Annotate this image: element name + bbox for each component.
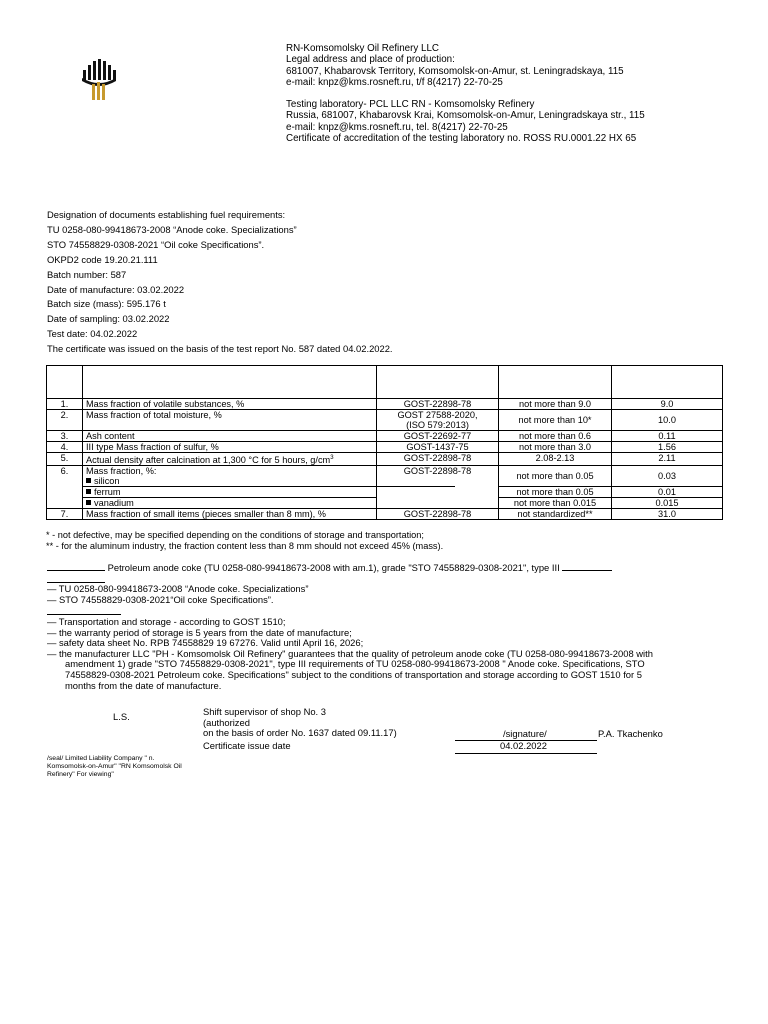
- table-row: [47, 431, 723, 442]
- lab-name: Testing laboratory- PCL LLC RN - Komsomolsky Refinery: [286, 99, 535, 110]
- supervisor-role: Shift supervisor of shop No. 3: [203, 706, 326, 717]
- compliance-sto: — STO 74558829-0308-2021“Oil coke Specifications”.: [47, 593, 274, 605]
- row-norm: not more than 9.0: [499, 399, 612, 410]
- row-norm: not standardized**: [499, 509, 612, 520]
- row-result: 1.56: [612, 442, 723, 453]
- storage-line: 74558829-0308-2021 Petroleum coke. Specifications" subject to the conditions of transportation and storage according to GOST 1510 for 5: [65, 668, 642, 680]
- test-date: Test date: 04.02.2022: [47, 328, 138, 340]
- lab-address: Russia, 681007, Khabarovsk Krai, Komsomolsk-on-Amur, Leningradskaya str., 115: [286, 110, 645, 122]
- row-num: 3.: [47, 431, 83, 442]
- company-email: e-mail: knpz@kms.rosneft.ru, t/f 8(4217) 22-70-25: [286, 76, 503, 88]
- row-result: 0.11: [612, 431, 723, 442]
- row6-norms: [499, 466, 612, 509]
- separator-line: [47, 614, 121, 615]
- row-norm: not more than 0.6: [499, 431, 612, 442]
- row-num: 5.: [47, 453, 83, 466]
- row-num: 1.: [47, 399, 83, 410]
- seal-line: Komsomolsk-on-Amur" "RN Komsomolsk Oil: [47, 763, 182, 771]
- company-address: 681007, Khabarovsk Territory, Komsomolsk-on-Amur, st. Leningradskaya, 115: [286, 65, 624, 77]
- designation-title: Designation of documents establishing fuel requirements:: [47, 209, 286, 220]
- table-row: [47, 509, 723, 520]
- row-name: Ash content: [83, 431, 377, 442]
- storage-line: amendment 1) grade "STO 74558829-0308-2021", type III requirements of TU 0258-080-99418673-2008 " Anode coke. Specifications, STO: [65, 658, 645, 670]
- row-method: GOST-22898-78: [377, 466, 499, 509]
- row-name: Mass fraction of volatile substances, %: [83, 399, 377, 410]
- row-norm: not more than 10*: [499, 410, 612, 431]
- batch-number: Batch number: 587: [47, 268, 127, 280]
- row-result: 10.0: [612, 410, 723, 431]
- table-row: [47, 442, 723, 453]
- sampling-date: Date of sampling: 03.02.2022: [47, 313, 170, 325]
- row-name: [83, 453, 377, 466]
- row-name: Mass fraction of small items (pieces smaller than 8 mm), %: [83, 509, 377, 520]
- silicon-result: 0.03: [612, 466, 722, 487]
- row6-results: [612, 466, 723, 509]
- row-name: III type Mass fraction of sulfur, %: [83, 442, 377, 453]
- row-result: 31.0: [612, 509, 723, 520]
- rosneft-logo: [80, 58, 118, 102]
- signature-placeholder: /signature/: [503, 728, 547, 739]
- ferrum-norm: not more than 0.05: [499, 487, 611, 498]
- row-name: Mass fraction of total moisture, %: [83, 410, 377, 431]
- storage-block: [47, 617, 653, 691]
- date-line: [455, 753, 597, 754]
- address-label: Legal address and place of production:: [286, 54, 455, 66]
- lab-cert: Certificate of accreditation of the testing laboratory no. ROSS RU.0001.22 HX 65: [286, 132, 637, 144]
- compliance-tu: — TU 0258-080-99418673-2008 “Anode coke. Specializations”: [47, 583, 309, 594]
- storage-line: months from the date of manufacture.: [65, 679, 222, 691]
- seal-note: [47, 755, 182, 780]
- lab-header: [286, 99, 645, 144]
- row-method-line1: GOST 27588-2020,: [397, 410, 478, 420]
- supervisor-authorized: (authorized: [203, 716, 250, 728]
- footnotes: [46, 530, 443, 551]
- storage-line: — Transportation and storage - according to GOST 1510;: [47, 616, 286, 627]
- row6-ferrum: ferrum: [83, 487, 376, 498]
- okpd-code: OKPD2 code 19.20.21.111: [47, 253, 158, 265]
- row-method: GOST-1437-75: [377, 442, 499, 453]
- row-num: 2.: [47, 410, 83, 431]
- row-num: 4.: [47, 442, 83, 453]
- vanadium-norm: not more than 0.015: [513, 498, 597, 509]
- row-name: [83, 466, 377, 509]
- batch-size: Batch size (mass): 595.176 t: [47, 298, 166, 310]
- row-norm: not more than 3.0: [499, 442, 612, 453]
- blank-line: [562, 562, 612, 571]
- row-method: GOST-22898-78: [377, 453, 499, 466]
- issue-date-label: Certificate issue date: [203, 740, 291, 751]
- row-num: 6.: [47, 466, 83, 509]
- supervisor-block: [203, 707, 397, 739]
- issue-date: 04.02.2022: [500, 740, 547, 751]
- manufacture-date: Date of manufacture: 03.02.2022: [47, 283, 185, 295]
- compliance-block: [47, 584, 308, 605]
- bullet-square-icon: [86, 478, 91, 483]
- row6-silicon: silicon: [83, 476, 455, 487]
- vanadium-result: 0.015: [655, 498, 679, 509]
- row-num: 7.: [47, 509, 83, 520]
- row-result: 2.11: [612, 453, 723, 466]
- product-line: [47, 562, 612, 574]
- table-row: [47, 410, 723, 431]
- table-header-row: [47, 366, 723, 399]
- row-method-line2: (ISO 579:2013): [406, 420, 469, 430]
- bullet-square-icon: [86, 500, 91, 505]
- row-method: GOST-22898-78: [377, 399, 499, 410]
- silicon-norm: not more than 0.05: [499, 466, 611, 487]
- table-row: [47, 453, 723, 466]
- ls-mark: L.S.: [113, 711, 130, 722]
- lab-email: e-mail: knpz@kms.rosneft.ru, tel. 8(4217) 22-70-25: [286, 121, 508, 133]
- footnote-1: * - not defective, may be specified depending on the conditions of storage and transportation;: [46, 530, 424, 540]
- row-name-sup: 3: [330, 455, 334, 461]
- bullet-square-icon: [86, 489, 91, 494]
- footnote-2: ** - for the aluminum industry, the fraction content less than 8 mm should not exceed 45% (mass).: [46, 540, 444, 551]
- row-method: GOST-22898-78: [377, 509, 499, 520]
- ferrum-result: 0.01: [612, 487, 722, 498]
- row6-vanadium: vanadium: [83, 498, 376, 508]
- seal-line: /seal/ Limited Liability Company " n.: [47, 755, 155, 762]
- company-name: RN-Komsomolsky Oil Refinery LLC: [286, 43, 439, 54]
- storage-line: — the warranty period of storage is 5 years from the date of manufacture;: [47, 626, 352, 638]
- row-method: GOST-22692-77: [377, 431, 499, 442]
- supervisor-order: on the basis of order No. 1637 dated 09.11.17): [203, 727, 397, 739]
- designation-block: [47, 208, 393, 357]
- designation-sto: STO 74558829-0308-2021 “Oil coke Specifications”.: [47, 238, 265, 250]
- table-row: [47, 399, 723, 410]
- table-row-mass-fraction: [47, 466, 723, 509]
- seal-line: Refinery" For viewing": [47, 771, 114, 779]
- signatory-name: P.A. Tkachenko: [598, 728, 663, 739]
- row-norm: 2.08-2.13: [499, 453, 612, 466]
- results-table: [46, 365, 723, 520]
- row-method: [377, 410, 499, 431]
- product-text: Petroleum anode coke (TU 0258-080-99418673-2008 with am.1), grade "STO 74558829-0308-2021", type III: [107, 562, 560, 573]
- row-name-text: Actual density after calcination at 1,300 °C for 5 hours, g/cm: [86, 455, 331, 466]
- storage-line: — the manufacturer LLC "PH - Komsomolsk Oil Refinery" guarantees that the quality of petroleum anode coke (TU 0258-080-99418673-2008 with: [47, 647, 653, 659]
- company-header: [286, 43, 624, 88]
- row6-title: Mass fraction, %:: [86, 466, 157, 477]
- report-basis: The certificate was issued on the basis of the test report No. 587 dated 04.02.2022.: [47, 343, 393, 355]
- row-result: 9.0: [612, 399, 723, 410]
- designation-tu: TU 0258-080-99418673-2008 “Anode coke. Specializations”: [47, 223, 297, 235]
- storage-line: — safety data sheet No. RPB 74558829 19 67276. Valid until April 16, 2026;: [47, 637, 364, 649]
- blank-line: [47, 562, 105, 571]
